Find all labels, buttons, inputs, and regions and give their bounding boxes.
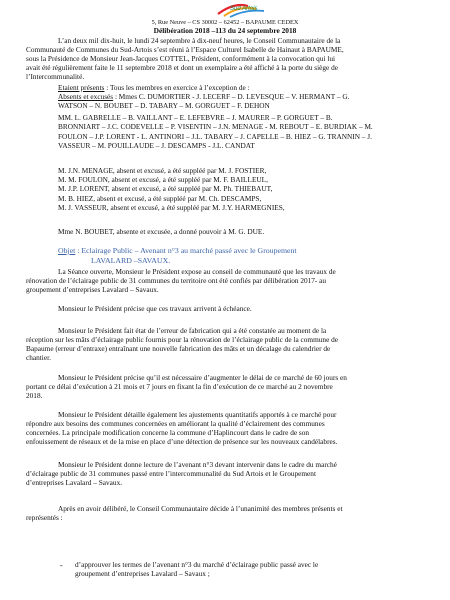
body-line: réception sur les mâts d’éclairage public fournis pour la rénovation de l’éclairage public de la commune de xyxy=(26,335,339,344)
bullet-icon: - xyxy=(60,561,63,570)
body-line: concernées. La principale modification concerne la commune d’Haplincourt dans le cadre de son xyxy=(26,428,310,437)
present-label: Etaient présents xyxy=(58,83,105,92)
intro-line: Communauté de Communes du Sud-Artois s’est réuni à l’Espace Culturel Isabelle de Hainaut à BAPAUME, xyxy=(26,45,344,54)
logo-text: Sud Artois xyxy=(230,6,258,12)
body-line: chantier. xyxy=(26,353,51,362)
body-line: rénovation de l’éclairage public de 31 communes du territoire ont été confiés par délibération 2017- au xyxy=(26,276,327,285)
body-line: portant ce délai d’exécution à 21 mois et 7 jours en fixant la fin d’exécution de ce marché au 2 novembre xyxy=(26,382,333,391)
suppleant-line: M. B. HIEZ, absent et excusé, a été suppléé par M. Ch. DESCAMPS, xyxy=(58,194,262,203)
deliberation-title: Délibération 2018 –113 du 24 septembre 2018 xyxy=(153,26,297,35)
absent-line: VASSEUR – M. POUILLAUDE – J. DESCAMPS - J.L. CANDAT xyxy=(58,141,255,150)
intro-line: avait été régulièrement faite le 11 septembre 2018 et dont un exemplaire a été affiché à la porte du siège de xyxy=(26,63,339,72)
suppleant-line: M. J.N. MENAGE, absent et excusé, a été suppléé par M. J. FOSTIER, xyxy=(58,166,267,175)
body-line: d’entreprises Lavalard – Savaux. xyxy=(26,478,123,487)
body-line: La Séance ouverte, Monsieur le Président expose au conseil de communauté que les travaux de xyxy=(58,267,336,276)
intro-line: L’an deux mil dix-huit, le lundi 24 septembre à dix-neuf heures, le Conseil Communautaire de la xyxy=(58,36,341,45)
address-line: 5, Rue Neuve – CS 30002 – 62452 – BAPAUME CEDEX xyxy=(151,19,299,26)
body-line: représentés : xyxy=(26,513,63,522)
objet-heading: Objet : Eclairage Public – Avenant n°3 au marché passé avec le Groupement xyxy=(58,246,297,255)
absent-line: MM. L. GABRELLE – B. VAILLANT – E. LEFEBVRE – J. MAURER – P. GORGUET – B. xyxy=(58,113,333,122)
suppleant-line: M. M. FOULON, absent et excusé, a été suppléé par M. F. BAILLEUL, xyxy=(58,175,268,184)
bullet-line: d’approuver les termes de l’avenant n°3 du marché d’éclairage public passé avec le xyxy=(75,560,319,569)
body-line: Monsieur le Président détaille également les ajustements quantitatifs apportés à ce marché pour xyxy=(58,410,337,419)
intro-line: sous la Présidence de Monsieur Jean-Jacques COTTEL, Président, conformément à la convocation qui lui xyxy=(26,54,336,63)
body-line: 2018. xyxy=(26,391,43,400)
present-text: : Tous les membres en exercice à l’exception de : xyxy=(104,83,250,92)
body-line: Monsieur le Président précise qu’il est nécessaire d’augmenter le délai de ce marché de 60 jours en xyxy=(58,373,347,382)
body-line: enfouissement de réseaux et de la mise en place d’une détection de présence sur les nouveaux candélabres. xyxy=(26,437,338,446)
body-line: répondre aux besoins des communes concernées en améliorant la qualité d’éclairement des communes xyxy=(26,419,325,428)
absent-line: FOULON – J.P. LORENT - L. ANTINORI – J.L. TABARY – J. CAPELLE – B. HIEZ – G. TRANNIN – J. xyxy=(58,132,372,141)
body-line: Après en avoir délibéré, le Conseil Communautaire décide à l’unanimité des membres présents et xyxy=(58,504,343,513)
body-line: d’éclairage public de 31 communes passé entre l’intercommunalité du Sud Artois et le Groupement xyxy=(26,469,316,478)
body-line: Monsieur le Président donne lecture de l’avenant n°3 devant intervenir dans le cadre du marché xyxy=(58,460,337,469)
body-line: Monsieur le Président fait état de l’erreur de fabrication qui a été constatée au moment de la xyxy=(58,326,327,335)
suppleant-line: M. J. VASSEUR, absent et excusé, a été suppléé par M. J.Y. HARMEGNIES, xyxy=(58,203,285,212)
absent-label: Absents et excusés xyxy=(58,92,114,101)
intro-line: l’Intercommunalité. xyxy=(26,72,85,81)
bullet-line: groupement d’entreprises Lavalard – Savaux ; xyxy=(75,569,210,578)
body-line: Monsieur le Président précise que ces travaux arrivent à échéance. xyxy=(58,304,252,313)
body-line: Bapaume (erreur d’entraxe) entraînant une nouvelle fabrication des mâts et un décalage du calendrier de xyxy=(26,344,331,353)
objet-label: Objet xyxy=(58,246,76,255)
absent-line: Absents et excusés : Mmes C. DUMORTIER - J. LECERF – D. LEVESQUE – V. HERMANT – G. xyxy=(58,92,350,101)
present-line xyxy=(58,83,250,92)
objet-heading-line2: LAVALARD –SAVAUX. xyxy=(91,256,171,265)
suppleant-line: M. J.P. LORENT, absent et excusé, a été suppléé par M. Ph. THIEBAUT, xyxy=(58,184,273,193)
body-line: groupement d’entreprises Lavalard – Savaux. xyxy=(26,285,159,294)
absent-line: BRONNIART – J.C. CODEVELLE – P. VISENTIN – J.N. MENAGE - M. REBOUT – E. BURDIAK – M. xyxy=(58,122,373,131)
pouvoir-line: Mme N. BOUBET, absente et excusée, a donné pouvoir à M. G. DUE. xyxy=(58,227,265,236)
absent-line: WATSON – N. BOUBET – D. TABARY – M. GORGUET – F. DEHON xyxy=(58,101,270,110)
